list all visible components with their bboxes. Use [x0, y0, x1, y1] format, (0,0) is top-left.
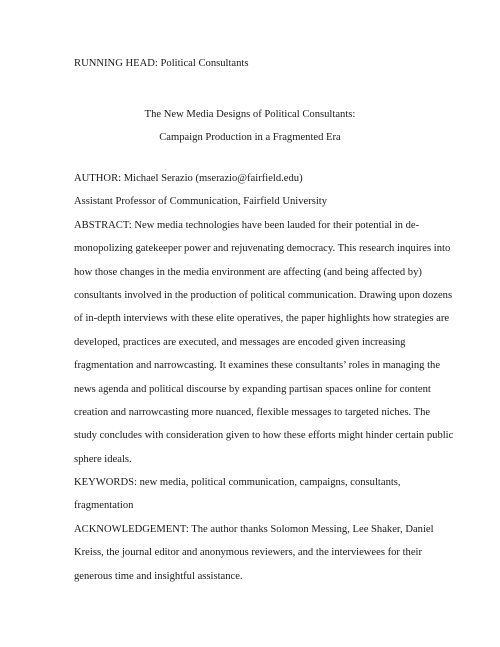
abstract-line: fragmentation and narrowcasting. It examines these consultants’ roles in managing the: [74, 360, 441, 372]
abstract-line: sphere ideals.: [74, 453, 132, 465]
abstract: [74, 214, 454, 471]
front-matter: [74, 167, 454, 588]
title-block: [0, 103, 500, 149]
abstract-line: ABSTRACT: New media technologies have been lauded for their potential in de-: [74, 219, 420, 231]
author-affiliation: Assistant Professor of Communication, Fairfield University: [74, 196, 328, 208]
title-line-2: Campaign Production in a Fragmented Era: [159, 132, 341, 143]
abstract-line: monopolizing gatekeeper power and rejuvenating democracy. This research inquires into: [74, 243, 451, 255]
abstract-line: consultants involved in the production of political communication. Drawing upon dozens: [74, 289, 453, 301]
acknowledgement-line: Kreiss, the journal editor and anonymous reviewers, and the interviewees for their: [74, 547, 423, 559]
abstract-line: how those changes in the media environment are affecting (and being affected by): [74, 266, 422, 278]
abstract-line: creation and narrowcasting more nuanced, flexible messages to targeted niches. The: [74, 406, 431, 418]
acknowledgement-line: generous time and insightful assistance.: [74, 570, 243, 582]
running-head: RUNNING HEAD: Political Consultants: [74, 58, 249, 69]
keywords-line: fragmentation: [74, 500, 134, 512]
title-line-1: The New Media Designs of Political Consultants:: [144, 109, 356, 120]
keywords: [74, 471, 446, 518]
acknowledgement-line: ACKNOWLEDGEMENT: The author thanks Solomon Messing, Lee Shaker, Daniel: [74, 523, 434, 535]
abstract-line: study concludes with consideration given to how these efforts might hinder certain public: [74, 430, 454, 442]
keywords-line: KEYWORDS: new media, political communication, campaigns, consultants,: [74, 477, 401, 489]
abstract-line: developed, practices are executed, and messages are encoded given increasing: [74, 336, 406, 348]
abstract-line: news agenda and political discourse by expanding partisan spaces online for content: [74, 383, 431, 395]
author-line: AUTHOR: Michael Serazio (mserazio@fairfield.edu): [74, 173, 303, 184]
abstract-line: of in-depth interviews with these elite operatives, the paper highlights how strategies are: [74, 313, 450, 325]
acknowledgement: [74, 518, 446, 588]
